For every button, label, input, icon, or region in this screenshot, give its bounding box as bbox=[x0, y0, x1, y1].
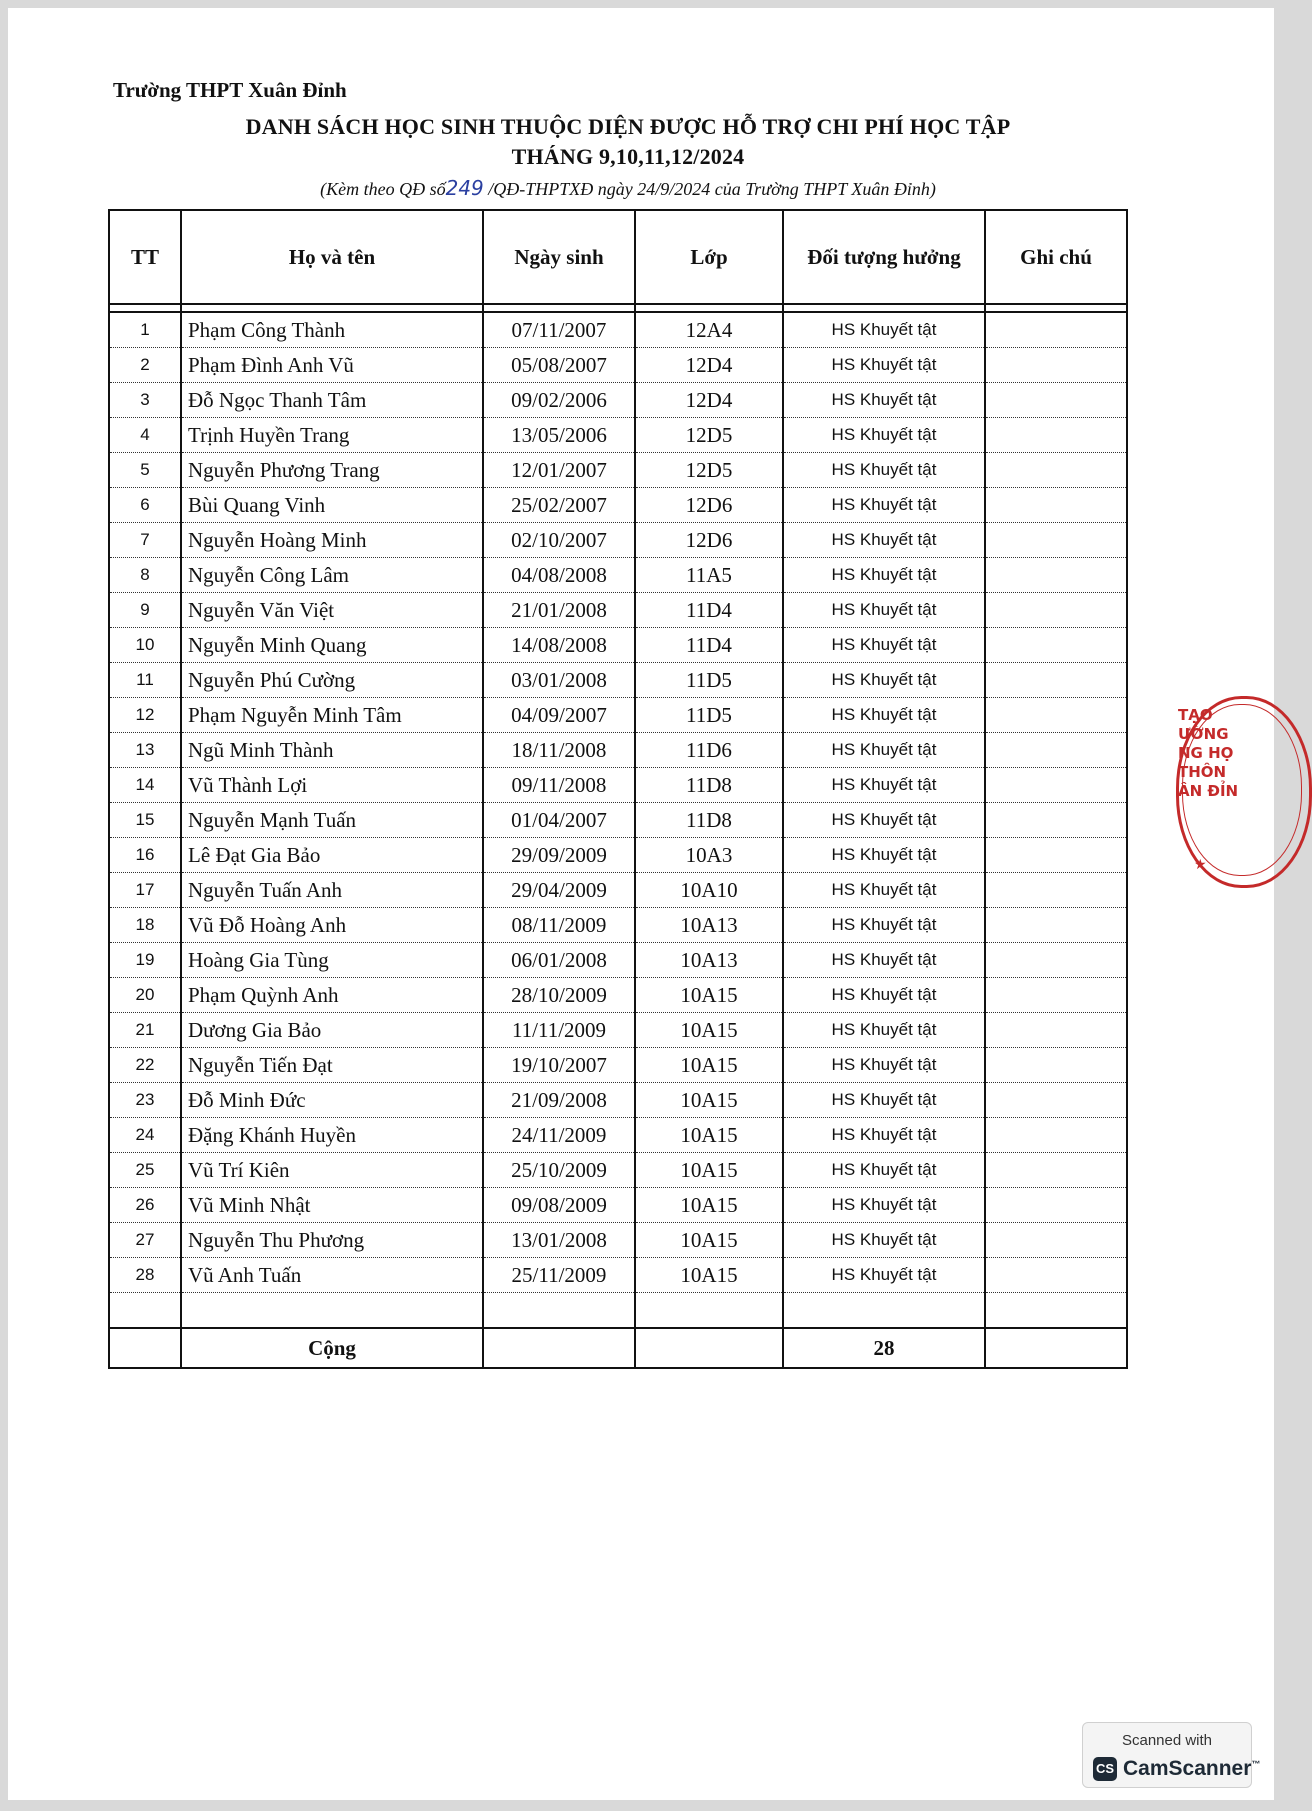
note-cell bbox=[985, 1258, 1127, 1293]
date-of-birth: 25/11/2009 bbox=[483, 1258, 635, 1293]
camscanner-logo-icon: CS bbox=[1093, 1757, 1117, 1781]
student-name: Nguyễn Minh Quang bbox=[181, 628, 483, 663]
class-name: 10A15 bbox=[635, 1188, 783, 1223]
document-period: THÁNG 9,10,11,12/2024 bbox=[511, 144, 745, 169]
date-of-birth: 05/08/2007 bbox=[483, 348, 635, 383]
student-name: Nguyễn Văn Việt bbox=[181, 593, 483, 628]
beneficiary-type: HS Khuyết tật bbox=[783, 312, 985, 348]
student-name: Bùi Quang Vinh bbox=[181, 488, 483, 523]
header-dob: Ngày sinh bbox=[483, 210, 635, 304]
table-row bbox=[109, 1083, 1127, 1118]
beneficiary-type: HS Khuyết tật bbox=[783, 1223, 985, 1258]
student-name: Đỗ Minh Đức bbox=[181, 1083, 483, 1118]
table-row bbox=[109, 348, 1127, 383]
class-name: 10A15 bbox=[635, 1048, 783, 1083]
seal-text: TẠO ƯỜNG NG HỌ THÔN ÂN ĐỈN bbox=[1178, 706, 1239, 800]
table-row bbox=[109, 663, 1127, 698]
table-row bbox=[109, 873, 1127, 908]
total-label: Cộng bbox=[181, 1328, 483, 1368]
table-row bbox=[109, 418, 1127, 453]
table-row bbox=[109, 978, 1127, 1013]
beneficiary-type: HS Khuyết tật bbox=[783, 838, 985, 873]
table-row bbox=[109, 523, 1127, 558]
student-name: Phạm Đình Anh Vũ bbox=[181, 348, 483, 383]
note-cell bbox=[985, 873, 1127, 908]
table-row bbox=[109, 838, 1127, 873]
row-number: 21 bbox=[109, 1013, 181, 1048]
seal-star-icon: ★ bbox=[1194, 857, 1207, 873]
note-cell bbox=[985, 1013, 1127, 1048]
student-name: Dương Gia Bảo bbox=[181, 1013, 483, 1048]
reference-number: 249 bbox=[445, 176, 484, 200]
table-row bbox=[109, 1258, 1127, 1293]
beneficiary-type: HS Khuyết tật bbox=[783, 523, 985, 558]
table-row bbox=[109, 698, 1127, 733]
class-name: 11D8 bbox=[635, 768, 783, 803]
class-name: 10A15 bbox=[635, 1223, 783, 1258]
class-name: 11D5 bbox=[635, 663, 783, 698]
date-of-birth: 06/01/2008 bbox=[483, 943, 635, 978]
class-name: 10A15 bbox=[635, 1118, 783, 1153]
note-cell bbox=[985, 908, 1127, 943]
row-number: 22 bbox=[109, 1048, 181, 1083]
student-name: Vũ Trí Kiên bbox=[181, 1153, 483, 1188]
note-cell bbox=[985, 1223, 1127, 1258]
note-cell bbox=[985, 523, 1127, 558]
note-cell bbox=[985, 803, 1127, 838]
date-of-birth: 13/05/2006 bbox=[483, 418, 635, 453]
class-name: 12D4 bbox=[635, 348, 783, 383]
student-table bbox=[108, 209, 1128, 1369]
beneficiary-type: HS Khuyết tật bbox=[783, 383, 985, 418]
table-row bbox=[109, 453, 1127, 488]
class-name: 11D4 bbox=[635, 593, 783, 628]
date-of-birth: 03/01/2008 bbox=[483, 663, 635, 698]
row-number: 11 bbox=[109, 663, 181, 698]
row-number: 14 bbox=[109, 768, 181, 803]
date-of-birth: 25/02/2007 bbox=[483, 488, 635, 523]
date-of-birth: 01/04/2007 bbox=[483, 803, 635, 838]
class-name: 10A3 bbox=[635, 838, 783, 873]
student-name: Phạm Công Thành bbox=[181, 312, 483, 348]
class-name: 11D6 bbox=[635, 733, 783, 768]
table-row bbox=[109, 593, 1127, 628]
beneficiary-type: HS Khuyết tật bbox=[783, 1048, 985, 1083]
table-row bbox=[109, 558, 1127, 593]
row-number: 6 bbox=[109, 488, 181, 523]
beneficiary-type: HS Khuyết tật bbox=[783, 768, 985, 803]
student-name: Vũ Anh Tuấn bbox=[181, 1258, 483, 1293]
beneficiary-type: HS Khuyết tật bbox=[783, 1118, 985, 1153]
document-page bbox=[8, 8, 1274, 1800]
table-row bbox=[109, 733, 1127, 768]
note-cell bbox=[985, 1188, 1127, 1223]
table-row bbox=[109, 383, 1127, 418]
note-cell bbox=[985, 558, 1127, 593]
beneficiary-type: HS Khuyết tật bbox=[783, 943, 985, 978]
beneficiary-type: HS Khuyết tật bbox=[783, 628, 985, 663]
table-row bbox=[109, 628, 1127, 663]
school-name: Trường THPT Xuân Đỉnh bbox=[113, 78, 347, 102]
header-note: Ghi chú bbox=[985, 210, 1127, 304]
row-number: 9 bbox=[109, 593, 181, 628]
date-of-birth: 28/10/2009 bbox=[483, 978, 635, 1013]
student-name: Nguyễn Phương Trang bbox=[181, 453, 483, 488]
beneficiary-type: HS Khuyết tật bbox=[783, 733, 985, 768]
student-name: Lê Đạt Gia Bảo bbox=[181, 838, 483, 873]
row-number: 23 bbox=[109, 1083, 181, 1118]
note-cell bbox=[985, 383, 1127, 418]
camscanner-brand: CamScanner™ bbox=[1123, 1757, 1261, 1780]
student-name: Hoàng Gia Tùng bbox=[181, 943, 483, 978]
date-of-birth: 09/02/2006 bbox=[483, 383, 635, 418]
student-name: Nguyễn Thu Phương bbox=[181, 1223, 483, 1258]
date-of-birth: 11/11/2009 bbox=[483, 1013, 635, 1048]
table-body bbox=[109, 304, 1127, 1293]
student-name: Nguyễn Hoàng Minh bbox=[181, 523, 483, 558]
table-row bbox=[109, 943, 1127, 978]
beneficiary-type: HS Khuyết tật bbox=[783, 1153, 985, 1188]
table-row bbox=[109, 1188, 1127, 1223]
note-cell bbox=[985, 1153, 1127, 1188]
header-class: Lớp bbox=[635, 210, 783, 304]
date-of-birth: 09/08/2009 bbox=[483, 1188, 635, 1223]
beneficiary-type: HS Khuyết tật bbox=[783, 558, 985, 593]
date-of-birth: 13/01/2008 bbox=[483, 1223, 635, 1258]
note-cell bbox=[985, 348, 1127, 383]
beneficiary-type: HS Khuyết tật bbox=[783, 1258, 985, 1293]
note-cell bbox=[985, 978, 1127, 1013]
reference-prefix: (Kèm theo QĐ số bbox=[320, 179, 446, 199]
class-name: 10A13 bbox=[635, 908, 783, 943]
header-tt: TT bbox=[109, 210, 181, 304]
row-number: 7 bbox=[109, 523, 181, 558]
date-of-birth: 08/11/2009 bbox=[483, 908, 635, 943]
class-name: 12D4 bbox=[635, 383, 783, 418]
beneficiary-type: HS Khuyết tật bbox=[783, 873, 985, 908]
class-name: 12D6 bbox=[635, 523, 783, 558]
class-name: 10A10 bbox=[635, 873, 783, 908]
date-of-birth: 24/11/2009 bbox=[483, 1118, 635, 1153]
date-of-birth: 29/09/2009 bbox=[483, 838, 635, 873]
table-row bbox=[109, 803, 1127, 838]
table-row bbox=[109, 1048, 1127, 1083]
row-number: 1 bbox=[109, 312, 181, 348]
beneficiary-type: HS Khuyết tật bbox=[783, 978, 985, 1013]
beneficiary-type: HS Khuyết tật bbox=[783, 663, 985, 698]
date-of-birth: 04/09/2007 bbox=[483, 698, 635, 733]
table-row bbox=[109, 1153, 1127, 1188]
total-value: 28 bbox=[783, 1328, 985, 1368]
class-name: 10A15 bbox=[635, 1153, 783, 1188]
table-row bbox=[109, 1223, 1127, 1258]
note-cell bbox=[985, 593, 1127, 628]
class-name: 12D5 bbox=[635, 453, 783, 488]
student-name: Ngũ Minh Thành bbox=[181, 733, 483, 768]
date-of-birth: 07/11/2007 bbox=[483, 312, 635, 348]
camscanner-badge bbox=[1082, 1722, 1261, 1788]
student-name: Phạm Nguyễn Minh Tâm bbox=[181, 698, 483, 733]
beneficiary-type: HS Khuyết tật bbox=[783, 593, 985, 628]
class-name: 10A15 bbox=[635, 978, 783, 1013]
header-beneficiary: Đối tượng hưởng bbox=[783, 210, 985, 304]
student-name: Phạm Quỳnh Anh bbox=[181, 978, 483, 1013]
note-cell bbox=[985, 488, 1127, 523]
class-name: 10A15 bbox=[635, 1013, 783, 1048]
table-row bbox=[109, 1118, 1127, 1153]
beneficiary-type: HS Khuyết tật bbox=[783, 803, 985, 838]
blank-row bbox=[109, 1293, 1127, 1329]
beneficiary-type: HS Khuyết tật bbox=[783, 1013, 985, 1048]
student-name: Nguyễn Mạnh Tuấn bbox=[181, 803, 483, 838]
note-cell bbox=[985, 1118, 1127, 1153]
table-row bbox=[109, 768, 1127, 803]
beneficiary-type: HS Khuyết tật bbox=[783, 488, 985, 523]
total-row bbox=[109, 1328, 1127, 1368]
row-number: 15 bbox=[109, 803, 181, 838]
student-name: Vũ Đỗ Hoàng Anh bbox=[181, 908, 483, 943]
row-number: 4 bbox=[109, 418, 181, 453]
row-number: 3 bbox=[109, 383, 181, 418]
row-number: 17 bbox=[109, 873, 181, 908]
class-name: 11D5 bbox=[635, 698, 783, 733]
beneficiary-type: HS Khuyết tật bbox=[783, 908, 985, 943]
class-name: 11D8 bbox=[635, 803, 783, 838]
row-number: 24 bbox=[109, 1118, 181, 1153]
student-name: Nguyễn Phú Cường bbox=[181, 663, 483, 698]
row-number: 26 bbox=[109, 1188, 181, 1223]
document-title: DANH SÁCH HỌC SINH THUỘC DIỆN ĐƯỢC HỖ TRỢ CHI PHÍ HỌC TẬP bbox=[245, 114, 1011, 139]
date-of-birth: 18/11/2008 bbox=[483, 733, 635, 768]
header-name: Họ và tên bbox=[181, 210, 483, 304]
beneficiary-type: HS Khuyết tật bbox=[783, 348, 985, 383]
note-cell bbox=[985, 768, 1127, 803]
class-name: 11A5 bbox=[635, 558, 783, 593]
table-gap-row bbox=[109, 304, 1127, 312]
date-of-birth: 29/04/2009 bbox=[483, 873, 635, 908]
row-number: 19 bbox=[109, 943, 181, 978]
class-name: 12D6 bbox=[635, 488, 783, 523]
note-cell bbox=[985, 1083, 1127, 1118]
table-header-row bbox=[109, 210, 1127, 304]
date-of-birth: 12/01/2007 bbox=[483, 453, 635, 488]
beneficiary-type: HS Khuyết tật bbox=[783, 1188, 985, 1223]
student-name: Trịnh Huyền Trang bbox=[181, 418, 483, 453]
student-name: Nguyễn Tuấn Anh bbox=[181, 873, 483, 908]
school-seal-stamp bbox=[1172, 696, 1239, 884]
note-cell bbox=[985, 453, 1127, 488]
row-number: 10 bbox=[109, 628, 181, 663]
beneficiary-type: HS Khuyết tật bbox=[783, 453, 985, 488]
row-number: 28 bbox=[109, 1258, 181, 1293]
date-of-birth: 19/10/2007 bbox=[483, 1048, 635, 1083]
note-cell bbox=[985, 698, 1127, 733]
row-number: 18 bbox=[109, 908, 181, 943]
student-name: Nguyễn Công Lâm bbox=[181, 558, 483, 593]
class-name: 11D4 bbox=[635, 628, 783, 663]
row-number: 8 bbox=[109, 558, 181, 593]
row-number: 16 bbox=[109, 838, 181, 873]
table-row bbox=[109, 908, 1127, 943]
document-reference bbox=[8, 176, 1248, 200]
note-cell bbox=[985, 663, 1127, 698]
row-number: 5 bbox=[109, 453, 181, 488]
row-number: 20 bbox=[109, 978, 181, 1013]
row-number: 25 bbox=[109, 1153, 181, 1188]
date-of-birth: 14/08/2008 bbox=[483, 628, 635, 663]
scanned-with-label: Scanned with bbox=[1121, 1732, 1213, 1749]
class-name: 12A4 bbox=[635, 312, 783, 348]
table-row bbox=[109, 488, 1127, 523]
beneficiary-type: HS Khuyết tật bbox=[783, 418, 985, 453]
row-number: 27 bbox=[109, 1223, 181, 1258]
note-cell bbox=[985, 1048, 1127, 1083]
note-cell bbox=[985, 838, 1127, 873]
note-cell bbox=[985, 733, 1127, 768]
date-of-birth: 25/10/2009 bbox=[483, 1153, 635, 1188]
note-cell bbox=[985, 418, 1127, 453]
student-name: Đặng Khánh Huyền bbox=[181, 1118, 483, 1153]
class-name: 12D5 bbox=[635, 418, 783, 453]
note-cell bbox=[985, 312, 1127, 348]
beneficiary-type: HS Khuyết tật bbox=[783, 1083, 985, 1118]
beneficiary-type: HS Khuyết tật bbox=[783, 698, 985, 733]
class-name: 10A15 bbox=[635, 1083, 783, 1118]
note-cell bbox=[985, 943, 1127, 978]
date-of-birth: 21/09/2008 bbox=[483, 1083, 635, 1118]
date-of-birth: 04/08/2008 bbox=[483, 558, 635, 593]
student-name: Vũ Minh Nhật bbox=[181, 1188, 483, 1223]
table-row bbox=[109, 1013, 1127, 1048]
student-name: Đỗ Ngọc Thanh Tâm bbox=[181, 383, 483, 418]
date-of-birth: 02/10/2007 bbox=[483, 523, 635, 558]
row-number: 2 bbox=[109, 348, 181, 383]
row-number: 12 bbox=[109, 698, 181, 733]
student-name: Nguyễn Tiến Đạt bbox=[181, 1048, 483, 1083]
class-name: 10A13 bbox=[635, 943, 783, 978]
date-of-birth: 21/01/2008 bbox=[483, 593, 635, 628]
reference-suffix: /QĐ-THPTXĐ ngày 24/9/2024 của Trường THPT Xuân Đỉnh) bbox=[483, 179, 936, 199]
row-number: 13 bbox=[109, 733, 181, 768]
table-row bbox=[109, 312, 1127, 348]
student-name: Vũ Thành Lợi bbox=[181, 768, 483, 803]
class-name: 10A15 bbox=[635, 1258, 783, 1293]
note-cell bbox=[985, 628, 1127, 663]
date-of-birth: 09/11/2008 bbox=[483, 768, 635, 803]
